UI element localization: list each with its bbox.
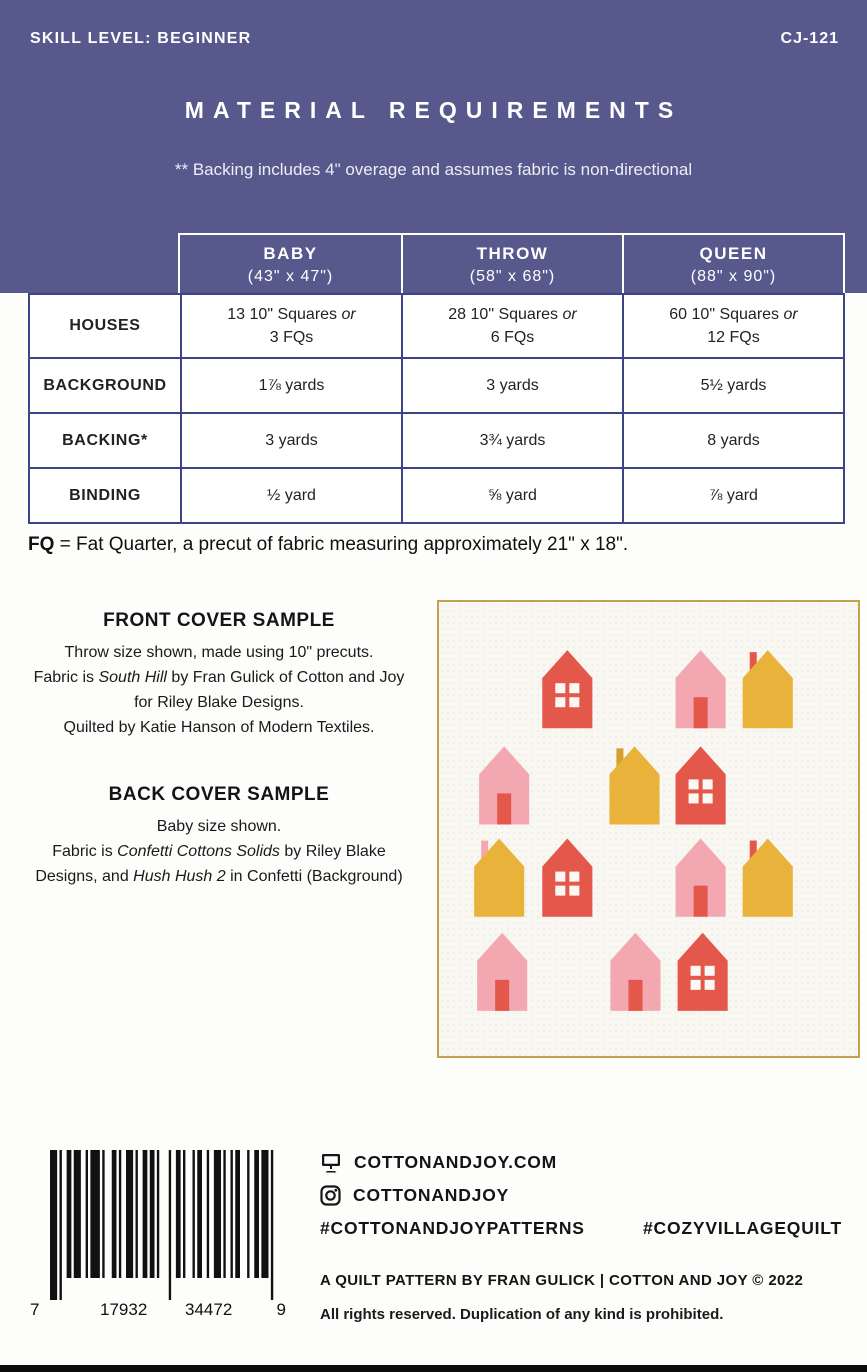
- hashtag-patterns: #COTTONANDJOYPATTERNS: [320, 1218, 585, 1238]
- front-cover-sample-heading: FRONT COVER SAMPLE: [103, 610, 335, 631]
- house-block: [676, 650, 726, 728]
- back-cover-sample-heading: BACK COVER SAMPLE: [108, 783, 330, 805]
- hashtags-row: [320, 1218, 842, 1239]
- rights-line: All rights reserved. Duplication of any kind is prohibited.: [320, 1306, 724, 1323]
- row-label-backing: BACKING*: [30, 412, 180, 467]
- house-block: [477, 933, 527, 1011]
- table-cell: ½ yard: [180, 467, 401, 522]
- instagram-text: COTTONANDJOY: [353, 1185, 510, 1205]
- house-block: [542, 650, 592, 728]
- barcode-digit-group2: 34472: [185, 1300, 233, 1319]
- column-size: (43" x 47"): [247, 267, 334, 285]
- quilt-photo: [437, 600, 860, 1058]
- row-label-houses: HOUSES: [69, 317, 141, 335]
- table-cell: 1⅞ yards: [180, 357, 401, 412]
- instagram-icon: [320, 1185, 341, 1206]
- backing-note: ** Backing includes 4" overage and assumes fabric is non-directional: [174, 160, 693, 179]
- column-name: THROW: [476, 243, 549, 263]
- spacer: [0, 741, 438, 784]
- copyright-line: A QUILT PATTERN BY FRAN GULICK | COTTON AND JOY © 2022: [320, 1272, 804, 1289]
- monitor-icon: [320, 1153, 342, 1173]
- row-label-binding: BINDING: [30, 467, 180, 522]
- instagram-row: [320, 1185, 509, 1206]
- barcode-digit-left: 7: [30, 1300, 40, 1319]
- house-block: [743, 650, 793, 728]
- column-name: BABY: [263, 243, 318, 263]
- house-block: [542, 839, 592, 917]
- column-header-throw: [401, 235, 622, 295]
- house-block: [474, 839, 524, 917]
- pattern-code: CJ-121: [780, 30, 839, 47]
- table-cell: 5½ yards: [622, 357, 843, 412]
- page-title: MATERIAL REQUIREMENTS: [184, 97, 683, 123]
- skill-level-label: SKILL LEVEL: BEGINNER: [30, 30, 252, 47]
- house-block: [479, 746, 529, 824]
- house-block: [743, 839, 793, 917]
- table-cell: ⅝ yard: [401, 467, 622, 522]
- quilt-houses-graphic: [439, 602, 858, 1056]
- house-block: [676, 839, 726, 917]
- house-block: [609, 746, 659, 824]
- table-cell: 28 10" Squares or 6 FQs: [401, 295, 622, 357]
- column-size: (88" x 90"): [690, 267, 777, 285]
- website-row: [320, 1152, 557, 1173]
- barcode-digit-group1: 17932: [100, 1300, 148, 1319]
- bottom-edge-bar: [0, 1365, 867, 1372]
- barcode-digit-right: 9: [276, 1300, 286, 1319]
- sample-descriptions: [0, 610, 438, 890]
- hashtag-quilt: #COZYVILLAGEQUILT: [643, 1218, 842, 1238]
- barcode: [30, 1150, 286, 1322]
- barcode-bars: [50, 1150, 278, 1300]
- table-cell: 13 10" Squares or 3 FQs: [180, 295, 401, 357]
- fq-definition-note: FQ = Fat Quarter, a precut of fabric measuring approximately 21" x 18".: [28, 534, 629, 555]
- column-header-baby: [180, 235, 401, 295]
- column-name: QUEEN: [699, 243, 768, 263]
- back-cover-sample-text: Baby size shown. Fabric is Confetti Cottons Solids by Riley Blake Designs, and Hush Hush 2 in Confetti (Background): [35, 817, 403, 885]
- row-label-background: BACKGROUND: [30, 357, 180, 412]
- size-table-header: [178, 233, 845, 297]
- house-block: [678, 933, 728, 1011]
- column-header-queen: [622, 235, 843, 295]
- house-block: [610, 933, 660, 1011]
- table-cell: 8 yards: [622, 412, 843, 467]
- house-block: [676, 746, 726, 824]
- table-cell: ⅞ yard: [622, 467, 843, 522]
- table-cell: 3¾ yards: [401, 412, 622, 467]
- table-cell: 3 yards: [180, 412, 401, 467]
- front-cover-sample-text: Throw size shown, made using 10" precuts. Fabric is South Hill by Fran Gulick of Cotton and Joy for Riley Blake Designs. Quilted by Katie Hanson of Modern Textiles.: [33, 644, 405, 736]
- website-text: COTTONANDJOY.COM: [354, 1152, 558, 1172]
- table-cell: 3 yards: [401, 357, 622, 412]
- table-cell: 60 10" Squares or 12 FQs: [622, 295, 843, 357]
- material-requirements-table: [28, 293, 845, 524]
- column-size: (58" x 68"): [469, 267, 556, 285]
